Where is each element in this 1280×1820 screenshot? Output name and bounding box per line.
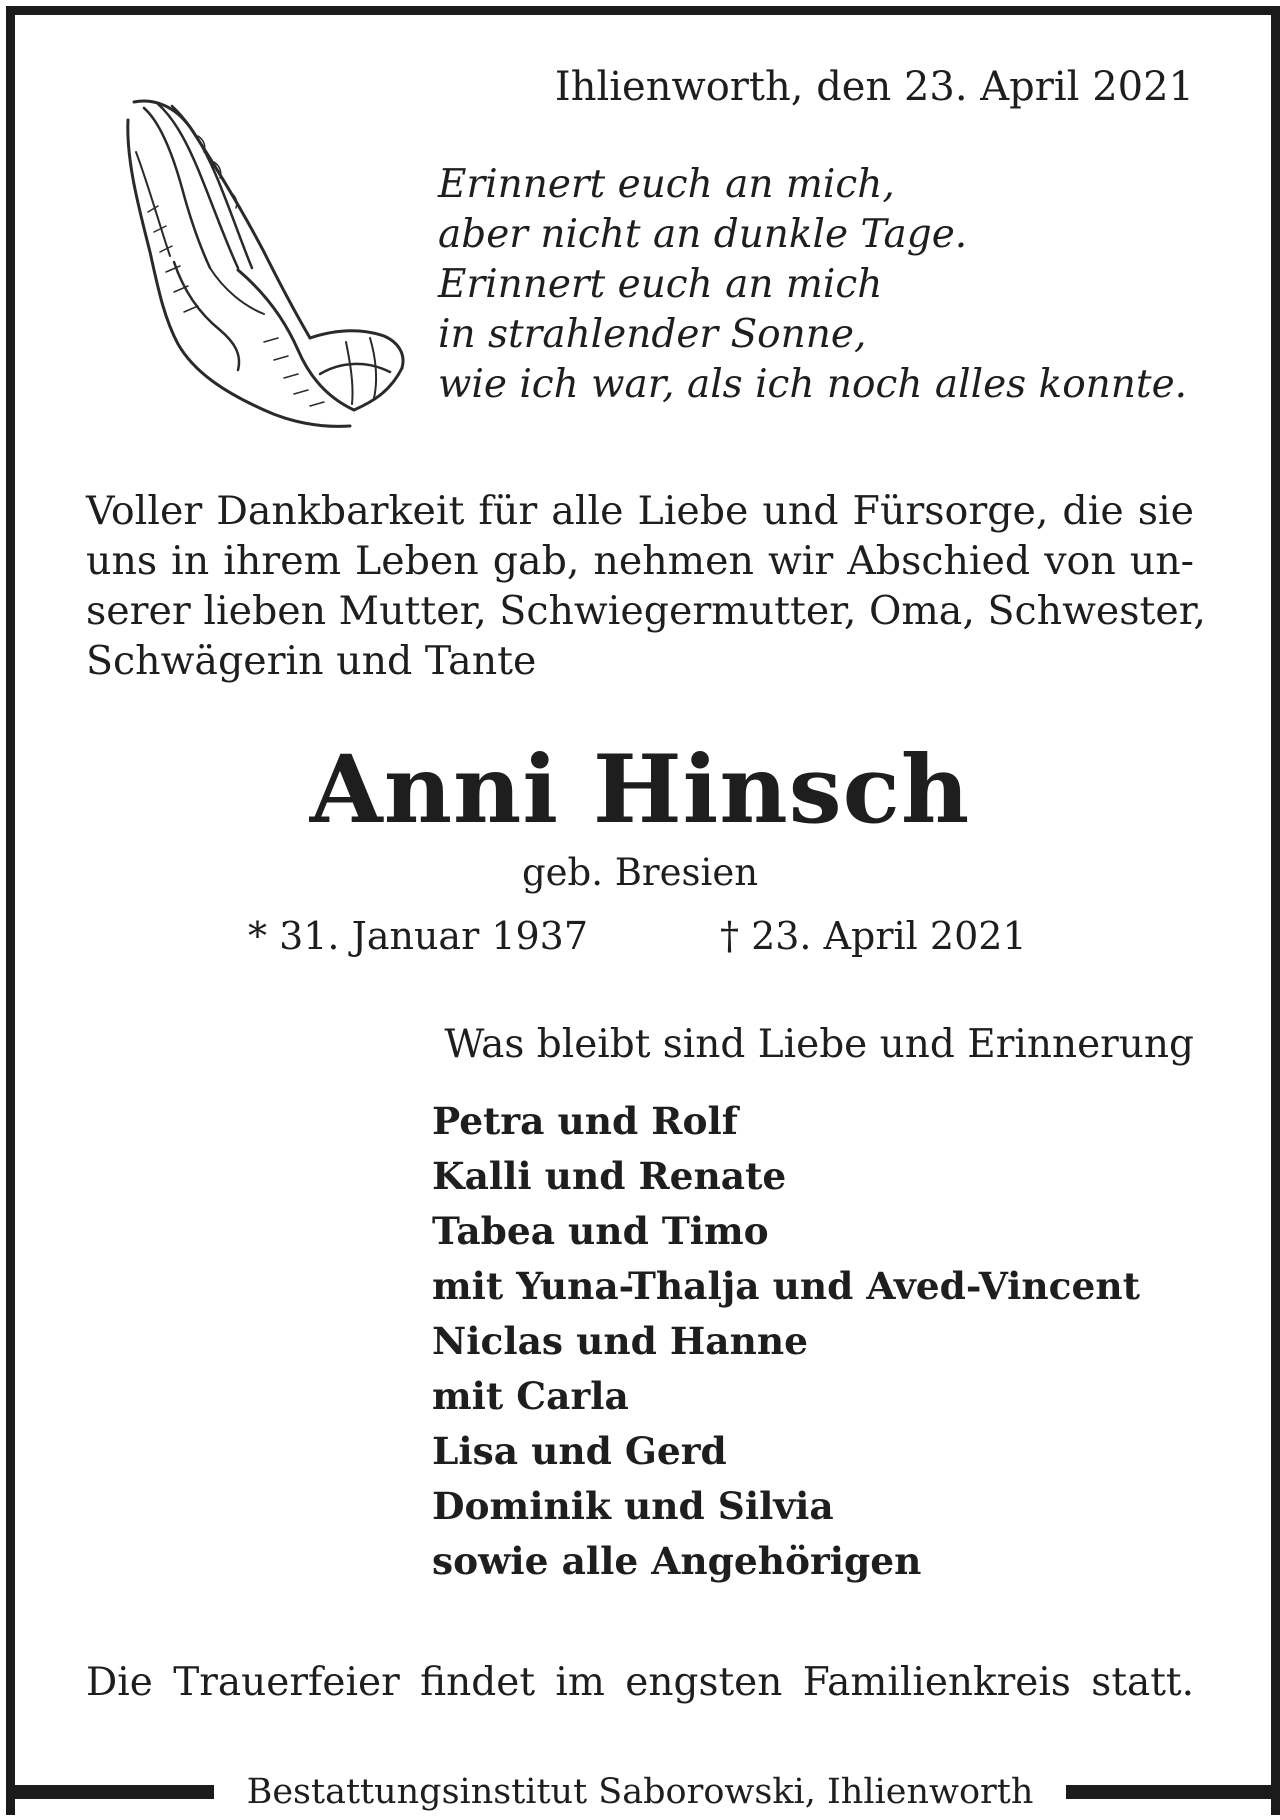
intro-line: Schwägerin und Tante (86, 638, 537, 684)
mourner-entry: sowie alle Angehörigen (432, 1539, 922, 1583)
intro-line: serer lieben Mutter, Schwiegermutter, Oma, Schwester, (86, 588, 1206, 634)
mourner-entry: Kalli und Renate (432, 1154, 787, 1198)
mourner-entry: Lisa und Gerd (432, 1429, 727, 1473)
poem-line: in strahlender Sonne, (438, 312, 867, 357)
poem-line: wie ich war, als ich noch alles konnte. (438, 362, 1188, 407)
poem (438, 160, 1187, 410)
poem-line: aber nicht an dunkle Tage. (438, 212, 968, 257)
footer-rule-right (1066, 1785, 1274, 1799)
place-date: Ihlienworth, den 23. April 2021 (554, 64, 1194, 110)
footer-rule-left (6, 1785, 214, 1799)
intro-line: Voller Dankbarkeit für alle Liebe und Fürsorge, die sie (86, 488, 1194, 534)
birth-date: * 31. Januar 1937 (248, 914, 589, 958)
poem-line: Erinnert euch an mich, (438, 162, 895, 207)
praying-hands-icon (114, 92, 414, 437)
mourner-entry: Niclas und Hanne (432, 1319, 808, 1363)
death-date: † 23. April 2021 (720, 914, 1027, 958)
mourner-entry: Tabea und Timo (432, 1209, 769, 1253)
mourners-list (432, 1094, 1140, 1589)
service-note: Die Trauerfeier findet im engsten Familienkreis statt. (86, 1660, 1194, 1705)
mourner-entry: mit Yuna-Thalja und Aved-Vincent (432, 1264, 1140, 1308)
mourner-entry: Petra und Rolf (432, 1099, 738, 1143)
maiden-name: geb. Bresien (521, 851, 759, 894)
intro-line: uns in ihrem Leben gab, nehmen wir Abschied von un- (86, 538, 1194, 584)
mourner-entry: Dominik und Silvia (432, 1484, 834, 1528)
deceased-name: Anni Hinsch (309, 735, 971, 845)
funeral-home: Bestattungsinstitut Saborowski, Ihlienworth (246, 1772, 1034, 1812)
remembrance-line: Was bleibt sind Liebe und Erinnerung (444, 1022, 1194, 1067)
intro-paragraph (86, 486, 1206, 686)
poem-line: Erinnert euch an mich (438, 262, 883, 307)
mourner-entry: mit Carla (432, 1374, 629, 1418)
